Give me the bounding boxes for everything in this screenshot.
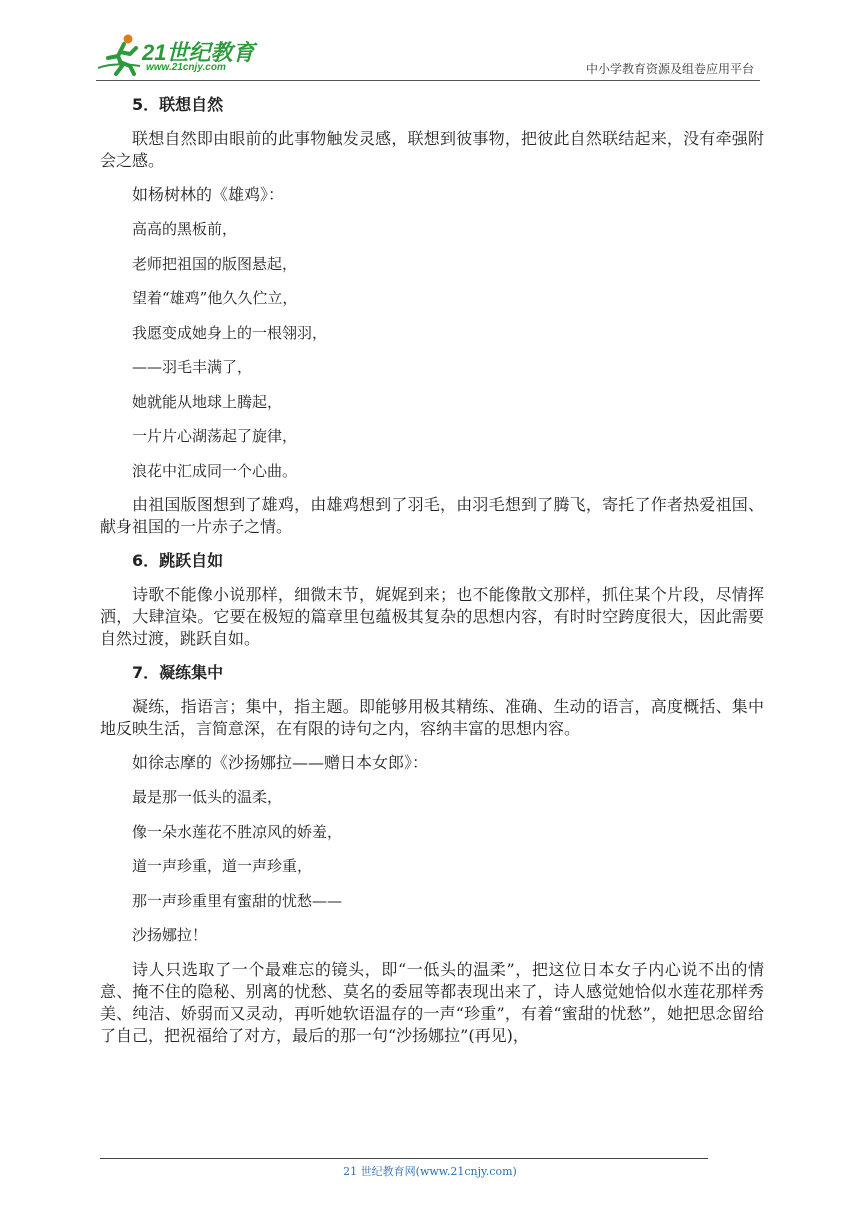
runner-icon [96, 32, 146, 76]
paragraph: 由祖国版图想到了雄鸡，由雄鸡想到了羽毛，由羽毛想到了腾飞，寄托了作者热爱祖国、献身祖国的一片赤子之情。 [100, 495, 764, 536]
paragraph: 凝练，指语言；集中，指主题。即能够用极其精练、准确、生动的语言，高度概括、集中地反映生活，言简意深，在有限的诗句之内，容纳丰富的思想内容。 [100, 697, 764, 738]
section-heading: 6．跳跃自如 [132, 551, 224, 570]
poem-line: 道一声珍重，道一声珍重， [132, 857, 313, 875]
poem-line: 一片片心湖荡起了旋律， [132, 427, 298, 445]
poem-line: 那一声珍重里有蜜甜的忧愁—— [132, 891, 343, 910]
section-heading: 7．凝练集中 [132, 663, 224, 682]
poem-line: 浪花中汇成同一个心曲。 [132, 461, 298, 480]
footer-divider [100, 1158, 708, 1159]
section-heading: 5．联想自然 [132, 95, 224, 114]
poem-line: 沙扬娜拉！ [132, 926, 208, 944]
paragraph: 如杨树林的《雄鸡》： [132, 185, 285, 204]
poem-line: 高高的黑板前， [132, 220, 238, 238]
logo-url: www.21cnjy.com [146, 62, 226, 73]
logo-text: 21世纪教育 [142, 40, 255, 65]
paragraph: 如徐志摩的《沙扬娜拉——赠日本女郎》： [132, 753, 429, 772]
paragraph: 诗人只选取了一个最难忘的镜头，即“一低头的温柔”，把这位日本女子内心说不出的情意、掩不住的隐秘、别离的忧愁、莫名的委屈等都表现出来了，诗人感觉她恰似水莲花那样秀美、纯洁、娇弱而又灵动，再听她软语温存的一声“珍重”，有着“蜜甜的忧愁”，她把思念留给了自己，把祝福给了对方，最后的那一句“沙扬娜拉”(再见)， [100, 959, 764, 1045]
paragraph: 联想自然即由眼前的此事物触发灵感，联想到彼事物，把彼此自然联结起来，没有牵强附会之感。 [100, 129, 764, 170]
page-footer[interactable]: 21 世纪教育网(www.21cnjy.com) [343, 1165, 517, 1178]
site-logo[interactable] [96, 32, 266, 76]
poem-line: 最是那一低头的温柔， [132, 788, 283, 806]
poem-line: 老师把祖国的版图悬起， [132, 254, 298, 273]
header-divider [96, 80, 760, 81]
poem-line: ——羽毛丰满了， [132, 358, 253, 376]
paragraph: 诗歌不能像小说那样，细微末节，娓娓到来；也不能像散文那样，抓住某个片段，尽情挥洒，大肆渲染。它要在极短的篇章里包蕴极其复杂的思想内容，有时时空跨度很大，因此需要自然过渡，跳跃自如。 [100, 585, 764, 648]
platform-name: 中小学教育资源及组卷应用平台 [585, 62, 754, 76]
poem-line: 她就能从地球上腾起， [132, 392, 283, 411]
poem-line: 我愿变成她身上的一根翎羽， [132, 323, 328, 342]
poem-line: 像一朵水莲花不胜凉风的娇羞， [132, 822, 343, 841]
document-body [100, 94, 764, 1059]
poem-line: 望着“雄鸡”他久久伫立， [132, 289, 298, 307]
page-header [96, 28, 760, 80]
